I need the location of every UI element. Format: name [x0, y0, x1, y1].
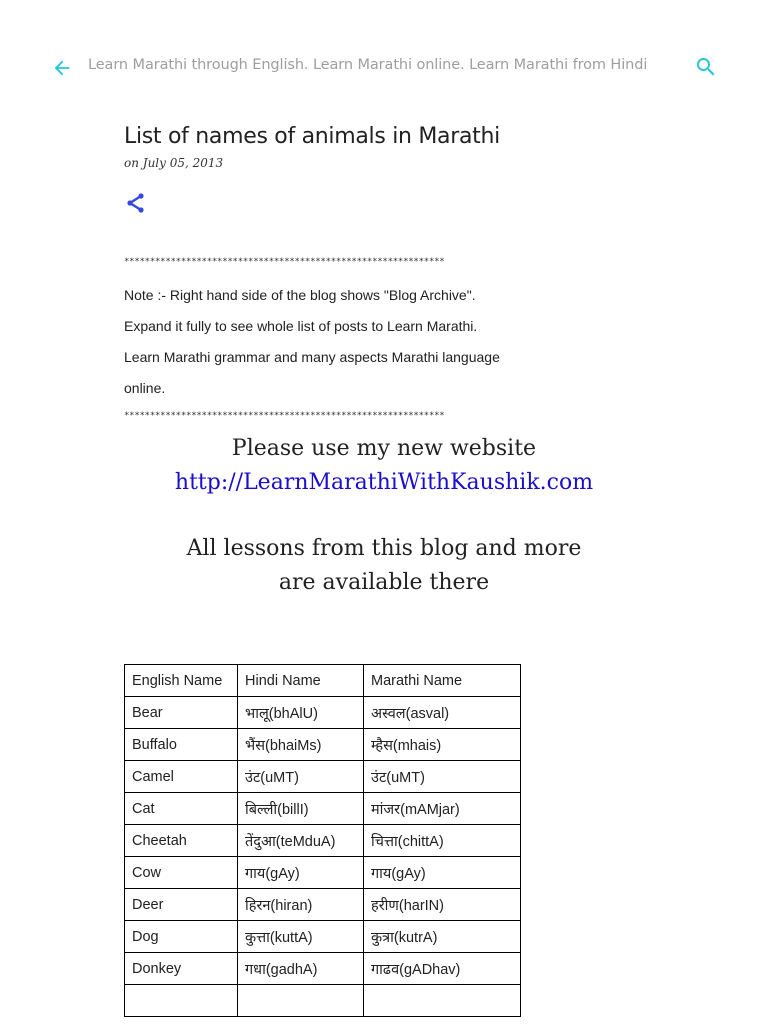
hindi-name-cell [238, 985, 364, 1017]
marathi-name-cell: उंट(uMT) [364, 761, 521, 793]
note-line: Expand it fully to see whole list of posts to Learn Marathi. [124, 318, 478, 334]
note-line: online. [124, 380, 166, 396]
marathi-name-cell [364, 985, 521, 1017]
promo-line: Please use my new website [231, 436, 537, 461]
table-row [125, 825, 521, 857]
table-row [125, 697, 521, 729]
table-row [125, 921, 521, 953]
english-name-cell [125, 985, 238, 1017]
top-bar [0, 0, 768, 134]
english-name-cell: Camel [125, 761, 238, 793]
promo-line: are available there [278, 570, 490, 595]
marathi-name-cell: मांजर(mAMjar) [364, 793, 521, 825]
divider-stars-bottom: ************************************************************** [124, 411, 445, 421]
table-row [125, 761, 521, 793]
hindi-name-cell: भैंस(bhaiMs) [238, 729, 364, 761]
note-line: Note :- Right hand side of the blog shows "Blog Archive". [124, 287, 476, 303]
note-line: Learn Marathi grammar and many aspects Marathi language [124, 349, 500, 365]
marathi-name-cell: अस्वल(asval) [364, 697, 521, 729]
english-name-cell: Cat [125, 793, 238, 825]
table-row [125, 953, 521, 985]
english-name-cell: Cheetah [125, 825, 238, 857]
marathi-name-cell: चित्ता(chittA) [364, 825, 521, 857]
hindi-name-cell: गाय(gAy) [238, 857, 364, 889]
arrow-left-icon [51, 57, 73, 79]
english-name-cell: Bear [125, 697, 238, 729]
post-title: List of names of animals in Marathi [124, 124, 500, 149]
share-button[interactable] [123, 190, 149, 216]
english-name-cell: Cow [125, 857, 238, 889]
table-row [125, 857, 521, 889]
back-button[interactable] [48, 54, 76, 82]
marathi-name-cell: कुत्रा(kutrA) [364, 921, 521, 953]
english-name-cell: Buffalo [125, 729, 238, 761]
promo-line: All lessons from this blog and more [186, 536, 582, 561]
post-date: on July 05, 2013 [124, 156, 224, 170]
table-row [125, 985, 521, 1017]
search-button[interactable] [692, 53, 720, 81]
animals-table [124, 664, 521, 1017]
marathi-name-cell: म्हैस(mhais) [364, 729, 521, 761]
table-header-row [125, 665, 521, 697]
column-header: English Name [125, 665, 238, 697]
promo-block [0, 432, 768, 600]
website-link[interactable]: http://LearnMarathiWithKaushik.com [174, 470, 594, 495]
column-header: Hindi Name [238, 665, 364, 697]
search-icon [694, 55, 718, 79]
note-block [124, 280, 544, 404]
table-row [125, 889, 521, 921]
hindi-name-cell: भालू(bhAlU) [238, 697, 364, 729]
english-name-cell: Donkey [125, 953, 238, 985]
hindi-name-cell: हिरन(hiran) [238, 889, 364, 921]
hindi-name-cell: कुत्ता(kuttA) [238, 921, 364, 953]
hindi-name-cell: गधा(gadhA) [238, 953, 364, 985]
marathi-name-cell: गाढव(gADhav) [364, 953, 521, 985]
english-name-cell: Dog [125, 921, 238, 953]
table-row [125, 729, 521, 761]
hindi-name-cell: तेंदुआ(teMduA) [238, 825, 364, 857]
divider-stars-top: ************************************************************** [124, 257, 445, 267]
marathi-name-cell: गाय(gAy) [364, 857, 521, 889]
hindi-name-cell: बिल्ली(billI) [238, 793, 364, 825]
hindi-name-cell: उंट(uMT) [238, 761, 364, 793]
english-name-cell: Deer [125, 889, 238, 921]
table-row [125, 793, 521, 825]
column-header: Marathi Name [364, 665, 521, 697]
share-icon [123, 190, 149, 216]
marathi-name-cell: हरीण(harIN) [364, 889, 521, 921]
blog-title-link[interactable]: Learn Marathi through English. Learn Marathi online. Learn Marathi from Hindi [88, 57, 648, 73]
